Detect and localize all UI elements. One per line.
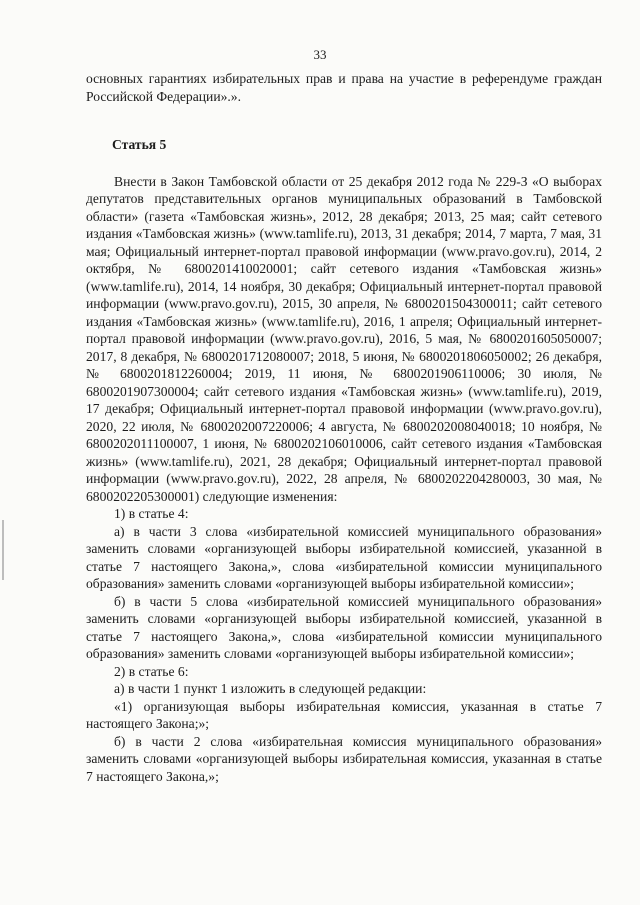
lead-paragraph: основных гарантиях избирательных прав и права на участие в референдуме граждан Российской Федерации».». xyxy=(86,71,602,104)
article-heading: Статья 5 xyxy=(112,137,167,152)
list-item: б) в части 5 слова «избирательной комиссией муниципального образования» заменить словами «организующей выборы избирательной комиссией, указанной в статье 7 настоящего Закона,», слова «избирательной комиссии муниципального образования» заменить словами «организующей выборы избирательной комиссии»; xyxy=(86,593,602,661)
list-item: а) в части 3 слова «избирательной комиссией муниципального образования» заменить словами «организующей выборы избирательной комиссией, указанной в статье 7 настоящего Закона,», слова «избирательной комиссии муниципального образования» заменить словами «организующей выборы избирательной комиссии»; xyxy=(86,523,602,591)
list-item: б) в части 2 слова «избирательная комиссия муниципального образования» заменить словами «организующей выборы избирательная комиссия, указанная в статье 7 настоящего Закона,»; xyxy=(86,733,602,784)
list-item: 1) в статье 4: xyxy=(114,506,189,521)
page-number: 33 xyxy=(313,47,327,62)
document-body xyxy=(86,70,602,785)
list-item: а) в части 1 пункт 1 изложить в следующей редакции: xyxy=(114,681,427,696)
intro-paragraph: Внести в Закон Тамбовской области от 25 декабря 2012 года № 229-З «О выборах депутатов представительных органов муниципальных образований в Тамбовской области» (газета «Тамбовская жизнь», 2012, 28 декабря; 2013, 25 мая; сайт сетевого издания «Тамбовская жизнь» (www.tamlife.ru), 2013, 31 декабря; 2014, 7 марта, 7 мая, 31 мая; Официальный интернет-портал правовой информации (www.pravo.gov.ru), 2014, 2 октября, № 6800201410020001; сайт сетевого издания «Тамбовская жизнь» (www.tamlife.ru), 2014, 14 ноября, 30 декабря; Официальный интернет-портал правовой информации (www.pravo.gov.ru), 2015, 30 апреля, № 6800201504300011; сайт сетевого издания «Тамбовская жизнь» (www.tamlife.ru), 2016, 1 апреля; Официальный интернет-портал правовой информации (www.pravo.gov.ru), 2016, 5 мая, № 6800201605050007; 2017, 8 декабря, № 6800201712080007; 2018, 5 июня, № 6800201806050002; 26 декабря, № 6800201812260004; 2019, 11 июня, № 6800201906110006; 30 июля, № 6800201907300004; сайт сетевого издания «Тамбовская жизнь» (www.tamlife.ru), 2019, 17 декабря; Официальный интернет-портал правовой информации (www.pravo.gov.ru), 2020, 22 июля, № 6800202007220006; 4 августа, № 6800202008040018; 10 ноября, № 6800202011100007, 1 июня, № 6800202106010006, сайт сетевого издания «Тамбовская жизнь» (www.tamlife.ru), 2021, 28 декабря; Официальный интернет-портал правовой информации (www.pravo.gov.ru), 2022, 28 апреля, № 6800202204280003, 30 мая, № 6800202205300001) следующие изменения: xyxy=(86,173,602,504)
scan-edge-mark xyxy=(2,520,4,580)
list-item: «1) организующая выборы избирательная комиссия, указанная в статье 7 настоящего Закона;»; xyxy=(86,698,602,731)
list-item: 2) в статье 6: xyxy=(114,663,189,679)
